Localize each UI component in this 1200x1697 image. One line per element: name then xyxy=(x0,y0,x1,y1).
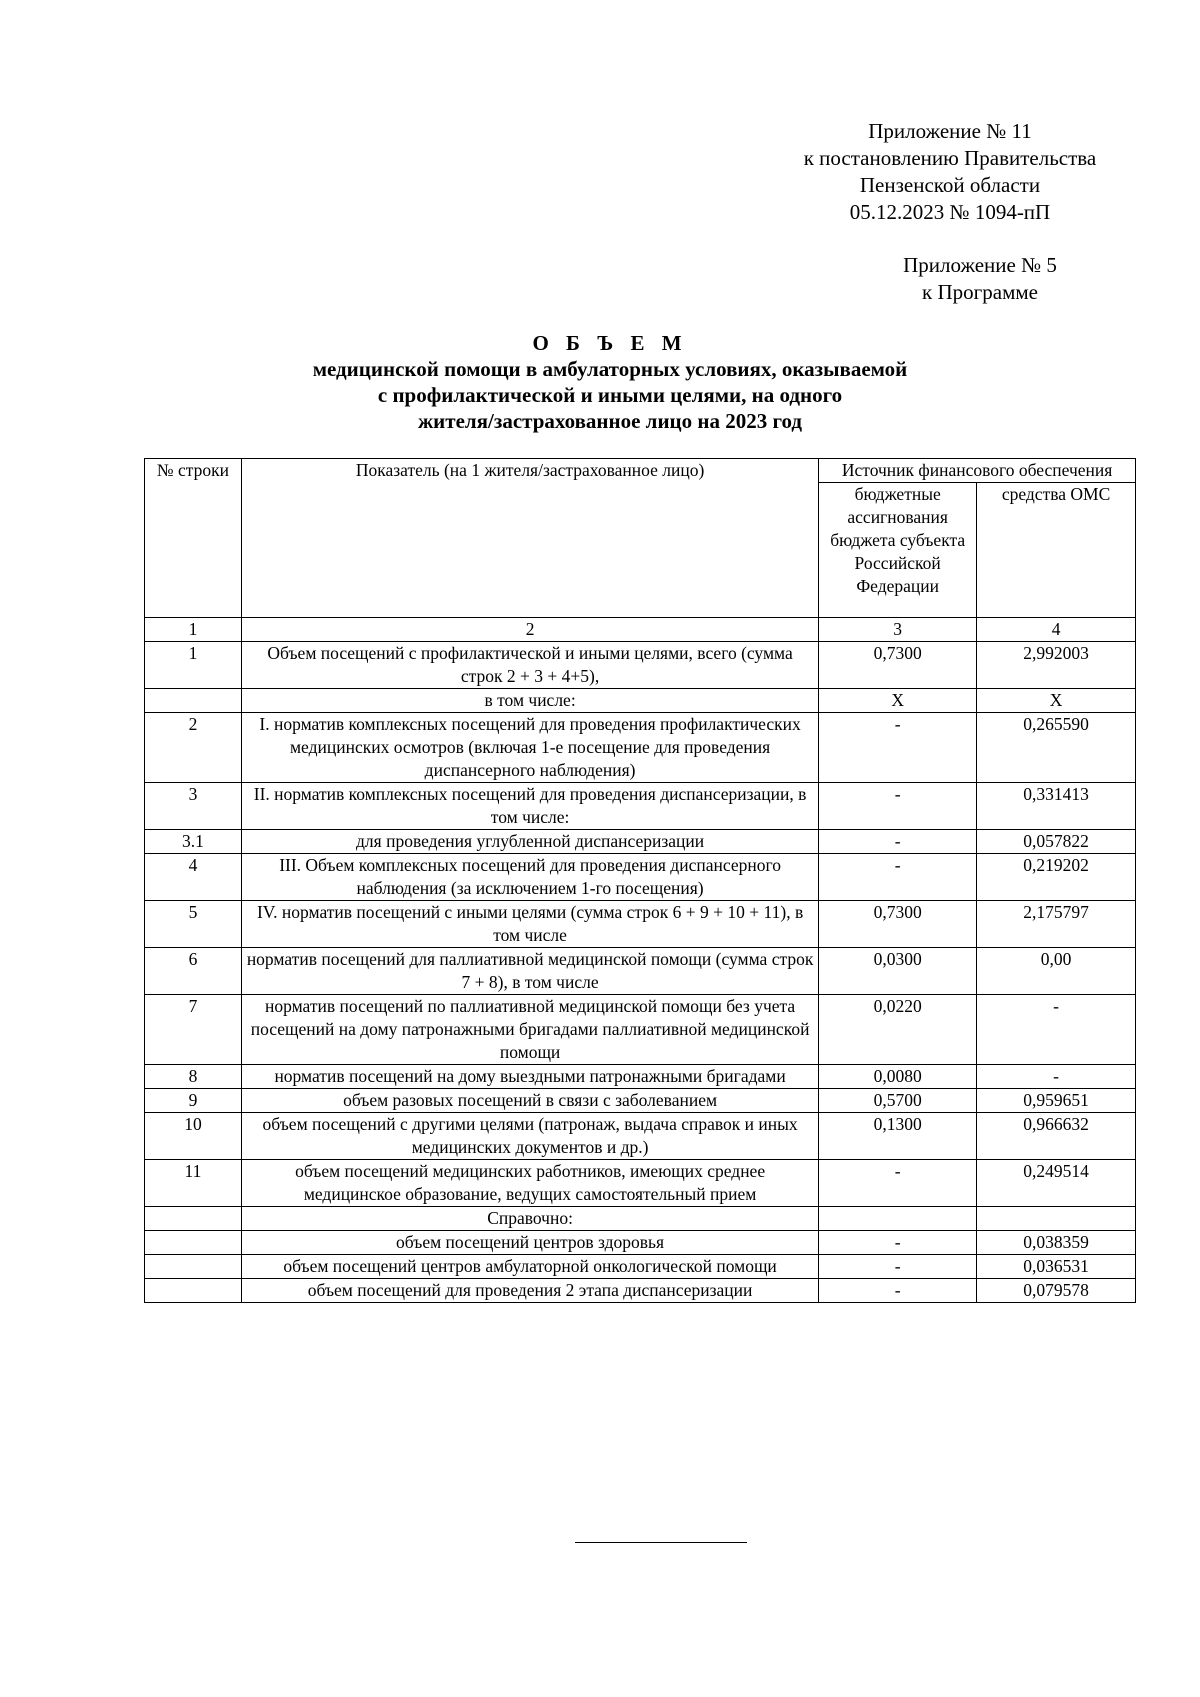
column-numbers-row xyxy=(145,618,1136,642)
table-row xyxy=(145,995,1136,1065)
row-number-cell: 3 xyxy=(145,783,242,830)
oms-value-cell: X xyxy=(977,689,1136,713)
oms-value-cell: 0,966632 xyxy=(977,1113,1136,1160)
budget-value-cell: - xyxy=(819,1231,977,1255)
oms-value-cell: - xyxy=(977,995,1136,1065)
row-number-cell xyxy=(145,1255,242,1279)
appendix-5-line: к Программе xyxy=(922,280,1038,304)
table-header-row xyxy=(145,459,1136,483)
table-row xyxy=(145,1255,1136,1279)
oms-value-cell: 0,036531 xyxy=(977,1255,1136,1279)
table-row xyxy=(145,854,1136,901)
indicator-cell: объем разовых посещений в связи с заболеванием xyxy=(241,1089,818,1113)
indicator-cell: II. норматив комплексных посещений для проведения диспансеризации, в том числе: xyxy=(241,783,818,830)
indicator-cell: Справочно: xyxy=(241,1207,818,1231)
budget-value-cell: 0,1300 xyxy=(819,1113,977,1160)
table-row xyxy=(145,1089,1136,1113)
budget-value-cell: 0,0220 xyxy=(819,995,977,1065)
row-number-cell: 9 xyxy=(145,1089,242,1113)
oms-value-cell: 0,959651 xyxy=(977,1089,1136,1113)
oms-value-cell: 0,249514 xyxy=(977,1160,1136,1207)
indicator-cell: Объем посещений с профилактической и иными целями, всего (сумма строк 2 + 3 + 4+5), xyxy=(241,642,818,689)
footer-divider xyxy=(575,1542,747,1543)
table-row xyxy=(145,1113,1136,1160)
indicator-cell: IV. норматив посещений с иными целями (сумма строк 6 + 9 + 10 + 11), в том числе xyxy=(241,901,818,948)
table-row xyxy=(145,830,1136,854)
table-row xyxy=(145,1279,1136,1303)
table-row xyxy=(145,1160,1136,1207)
row-number-cell xyxy=(145,689,242,713)
oms-value-cell: 0,331413 xyxy=(977,783,1136,830)
indicator-cell: объем посещений медицинских работников, имеющих среднее медицинское образование, ведущих самостоятельный прием xyxy=(241,1160,818,1207)
oms-value-cell: 0,265590 xyxy=(977,713,1136,783)
indicator-cell: объем посещений с другими целями (патронаж, выдача справок и иных медицинских документов и др.) xyxy=(241,1113,818,1160)
column-number: 4 xyxy=(977,618,1136,642)
table-row xyxy=(145,713,1136,783)
oms-value-cell xyxy=(977,1207,1136,1231)
indicator-cell: объем посещений центров амбулаторной онкологической помощи xyxy=(241,1255,818,1279)
document-title xyxy=(230,330,990,434)
table-row xyxy=(145,783,1136,830)
title-line: с профилактической и иными целями, на одного xyxy=(377,383,843,407)
oms-value-cell: 0,038359 xyxy=(977,1231,1136,1255)
appendix-11-line: к постановлению Правительства xyxy=(803,146,1097,170)
appendix-5-block xyxy=(850,252,1110,306)
budget-value-cell: - xyxy=(819,830,977,854)
header-funding-source: Источник финансового обеспечения xyxy=(819,459,1136,483)
row-number-cell: 5 xyxy=(145,901,242,948)
budget-value-cell: - xyxy=(819,1279,977,1303)
appendix-11-date-number: 05.12.2023 № 1094-пП xyxy=(849,200,1051,224)
budget-value-cell: - xyxy=(819,1255,977,1279)
header-oms: средства ОМС xyxy=(977,483,1136,618)
title-line: медицинской помощи в амбулаторных условиях, оказываемой xyxy=(312,357,908,381)
table-row xyxy=(145,689,1136,713)
indicator-cell: I. норматив комплексных посещений для проведения профилактических медицинских осмотров (включая 1-е посещение для проведения диспансерного наблюдения) xyxy=(241,713,818,783)
budget-value-cell: X xyxy=(819,689,977,713)
table-row xyxy=(145,901,1136,948)
row-number-cell: 3.1 xyxy=(145,830,242,854)
row-number-cell xyxy=(145,1207,242,1231)
budget-value-cell: - xyxy=(819,1160,977,1207)
indicator-cell: норматив посещений на дому выездными патронажными бригадами xyxy=(241,1065,818,1089)
budget-value-cell: 0,5700 xyxy=(819,1089,977,1113)
volume-table xyxy=(144,458,1136,1303)
budget-value-cell: - xyxy=(819,783,977,830)
indicator-cell: для проведения углубленной диспансеризации xyxy=(241,830,818,854)
indicator-cell: объем посещений центров здоровья xyxy=(241,1231,818,1255)
row-number-cell: 7 xyxy=(145,995,242,1065)
oms-value-cell: 0,219202 xyxy=(977,854,1136,901)
budget-value-cell xyxy=(819,1207,977,1231)
row-number-cell xyxy=(145,1231,242,1255)
indicator-cell: объем посещений для проведения 2 этапа диспансеризации xyxy=(241,1279,818,1303)
title-main: О Б Ъ Е М xyxy=(532,331,688,355)
budget-value-cell: - xyxy=(819,854,977,901)
title-line: жителя/застрахованное лицо на 2023 год xyxy=(417,409,803,433)
row-number-cell: 2 xyxy=(145,713,242,783)
row-number-cell: 6 xyxy=(145,948,242,995)
oms-value-cell: 0,079578 xyxy=(977,1279,1136,1303)
indicator-cell: III. Объем комплексных посещений для проведения диспансерного наблюдения (за исключением 1-го посещения) xyxy=(241,854,818,901)
indicator-cell: норматив посещений для паллиативной медицинской помощи (сумма строк 7 + 8), в том числе xyxy=(241,948,818,995)
column-number: 2 xyxy=(241,618,818,642)
header-row-number: № строки xyxy=(145,459,242,618)
appendix-11-line: Приложение № 11 xyxy=(868,119,1032,143)
oms-value-cell: - xyxy=(977,1065,1136,1089)
indicator-cell: в том числе: xyxy=(241,689,818,713)
row-number-cell: 1 xyxy=(145,642,242,689)
appendix-5-line: Приложение № 5 xyxy=(903,253,1057,277)
row-number-cell: 4 xyxy=(145,854,242,901)
row-number-cell: 11 xyxy=(145,1160,242,1207)
oms-value-cell: 2,175797 xyxy=(977,901,1136,948)
appendix-11-line: Пензенской области xyxy=(859,173,1041,197)
budget-value-cell: 0,0080 xyxy=(819,1065,977,1089)
row-number-cell: 10 xyxy=(145,1113,242,1160)
budget-value-cell: - xyxy=(819,713,977,783)
column-number: 1 xyxy=(145,618,242,642)
budget-value-cell: 0,0300 xyxy=(819,948,977,995)
oms-value-cell: 0,00 xyxy=(977,948,1136,995)
table-row xyxy=(145,948,1136,995)
table-row xyxy=(145,1231,1136,1255)
budget-value-cell: 0,7300 xyxy=(819,901,977,948)
row-number-cell: 8 xyxy=(145,1065,242,1089)
budget-value-cell: 0,7300 xyxy=(819,642,977,689)
row-number-cell xyxy=(145,1279,242,1303)
column-number: 3 xyxy=(819,618,977,642)
table-row xyxy=(145,642,1136,689)
appendix-11-block xyxy=(770,118,1130,226)
oms-value-cell: 0,057822 xyxy=(977,830,1136,854)
indicator-cell: норматив посещений по паллиативной медицинской помощи без учета посещений на дому патронажными бригадами паллиативной медицинской помощи xyxy=(241,995,818,1065)
header-indicator: Показатель (на 1 жителя/застрахованное лицо) xyxy=(241,459,818,618)
oms-value-cell: 2,992003 xyxy=(977,642,1136,689)
table-row xyxy=(145,1065,1136,1089)
header-budget: бюджетные ассигнования бюджета субъекта Российской Федерации xyxy=(819,483,977,618)
table-row xyxy=(145,1207,1136,1231)
